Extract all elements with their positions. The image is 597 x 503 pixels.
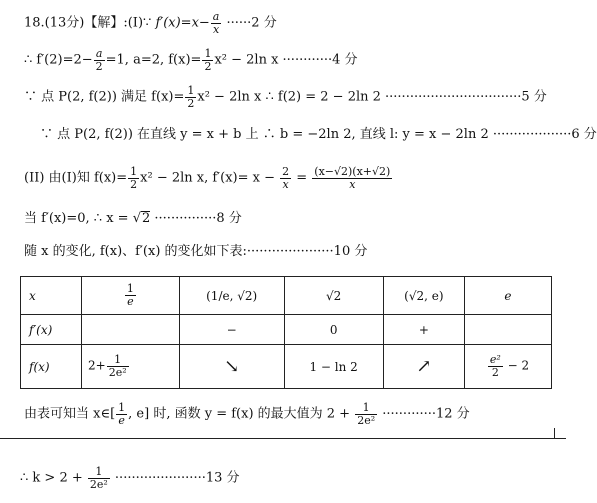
table-row <box>21 277 552 315</box>
fraction: $\frac{2}{x}$ <box>282 165 290 191</box>
expr-a: (II) 由(I)知 f(x)= <box>24 170 128 186</box>
table-cell <box>82 315 180 345</box>
table-intro: 随 x 的变化, f(x)、f′(x) 的变化如下表: <box>24 244 247 259</box>
line-4 <box>40 128 597 141</box>
line-7 <box>24 245 367 258</box>
line-2 <box>24 48 358 72</box>
table-cell: $\frac{\text{e²}}{2}$ − 2 <box>464 345 551 389</box>
row-header: x <box>21 277 82 315</box>
sqrt-radicand: 2 <box>142 211 151 226</box>
table-cell: $\frac{1}{e}$ <box>82 277 180 315</box>
expr-a: 当 f′(x)=0, ∴ x = <box>24 211 133 226</box>
variation-table <box>20 276 552 389</box>
expr-c: = <box>292 170 312 186</box>
row-header: f(x) <box>21 345 82 389</box>
table-cell: (√2, e) <box>383 277 464 315</box>
score-note: ·····················10 分 <box>246 244 368 259</box>
fraction: $\frac{1}{\text{2e²}}$ <box>89 465 108 491</box>
table-cell: − <box>179 315 284 345</box>
derivative-expr: f′(x)=x− <box>155 15 210 31</box>
problem-header: 18.(13分)【解】:(I)∵ <box>24 15 156 31</box>
fraction: $\frac{a}{2}$ <box>95 47 103 73</box>
table-cell: (1/e, √2) <box>179 277 284 315</box>
expr-a: 由表可知当 x∈[ <box>24 406 116 422</box>
line-6: 当 f′(x)=0, ∴ x = √2 ···············8 分 <box>24 211 242 226</box>
score-note: ······················13 分 <box>110 470 240 486</box>
expr: ∵ 点 P(2, f(2)) 在直线 y = x + b 上 ∴ b = −2ln 2, 直线 l: y = x − 2ln 2 <box>40 127 493 142</box>
table-cell: 0 <box>284 315 383 345</box>
fraction: $\frac{a}{x}$ <box>212 10 220 36</box>
table-cell: √2 <box>284 277 383 315</box>
table-cell <box>464 315 551 345</box>
line-9 <box>20 466 240 490</box>
row-header: f′(x) <box>21 315 82 345</box>
fraction: $\frac{1}{\text{2e²}}$ <box>357 401 376 427</box>
table-cell: e <box>464 277 551 315</box>
score-note: ···················6 分 <box>492 127 597 142</box>
score-note: ······2 分 <box>222 15 277 31</box>
expr-a: ∵ 点 P(2, f(2)) 满足 f(x)= <box>24 89 185 105</box>
score-note: ·············12 分 <box>378 406 470 422</box>
divider <box>0 438 566 439</box>
table-row <box>21 345 552 389</box>
corner-mark <box>554 428 565 438</box>
score-note: ···············8 分 <box>150 211 242 226</box>
expr-b: x² − 2ln x, f′(x)= x − <box>140 170 280 186</box>
expr-a: ∴ k > 2 + <box>20 470 87 486</box>
decrease-arrow-icon: ↘ <box>179 345 284 389</box>
increase-arrow-icon: ↗ <box>383 345 464 389</box>
expr-b: =1, a=2, f(x)= <box>105 52 202 68</box>
table-row <box>21 315 552 345</box>
table-cell: 2+ $\frac{1}{\text{2e²}}$ <box>82 345 180 389</box>
line-5 <box>24 166 393 190</box>
fraction: $\frac{1}{2}$ <box>187 84 195 110</box>
fraction: $\frac{1}{2}$ <box>130 165 138 191</box>
line-3 <box>24 85 547 109</box>
expr-b: x² − 2ln x ∴ f(2) = 2 − 2ln 2 <box>197 89 386 105</box>
expr-a: ∴ f′(2)=2− <box>24 52 93 68</box>
expr-b: , e] 时, 函数 y = f(x) 的最大值为 2 + <box>128 406 355 422</box>
table-cell: 1 − ln 2 <box>284 345 383 389</box>
fraction: $\frac{1}{2}$ <box>204 47 212 73</box>
score-note: ············4 分 <box>282 52 358 68</box>
table-cell: + <box>383 315 464 345</box>
line-8 <box>24 402 470 426</box>
expr-c: x² − 2ln x <box>214 52 283 68</box>
line-1 <box>24 11 277 35</box>
score-note: ·································5 分 <box>385 89 547 105</box>
fraction: $\frac{1}{e}$ <box>118 401 126 427</box>
fraction: $\frac{(x-√2)(x+√2)}{x}$ <box>314 165 391 191</box>
